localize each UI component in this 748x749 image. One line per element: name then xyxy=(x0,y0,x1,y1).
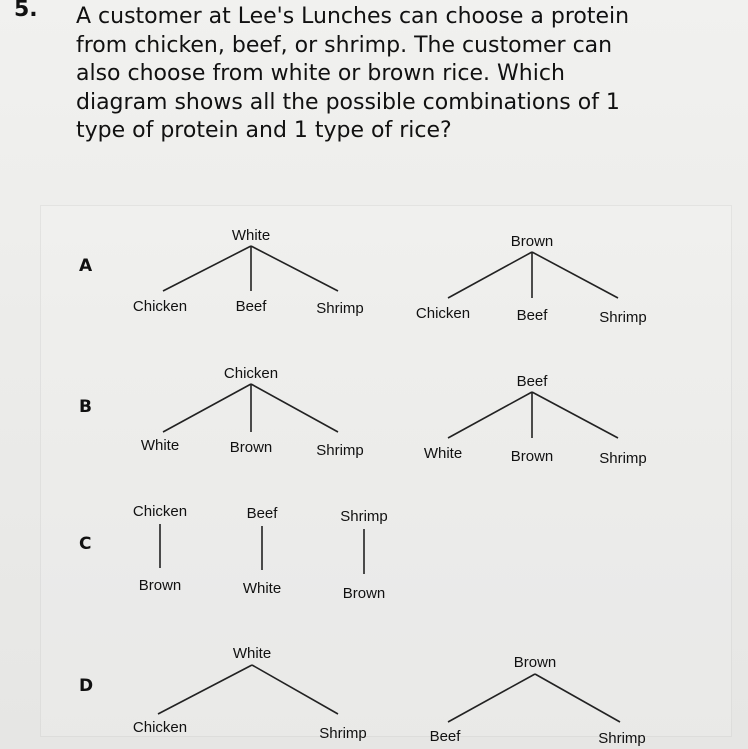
tree-branch xyxy=(448,674,535,722)
tree-root-label: White xyxy=(231,227,271,244)
tree-leaf-label: Shrimp xyxy=(599,309,647,326)
tree-leaf-label: Beef xyxy=(516,307,548,324)
option-b-label[interactable]: B xyxy=(79,397,92,417)
tree-branch xyxy=(532,252,618,298)
tree-leaf-label: Chicken xyxy=(132,719,188,736)
tree-branch xyxy=(448,252,532,298)
tree-leaf-label: Shrimp xyxy=(316,442,364,459)
question-number: 5. xyxy=(14,0,38,22)
tree-root-label: Beef xyxy=(516,373,548,390)
option-c-label[interactable]: C xyxy=(79,534,92,554)
tree-root-label: Brown xyxy=(510,233,554,250)
tree-leaf-label: Shrimp xyxy=(599,450,647,467)
pair-top-label: Shrimp xyxy=(340,508,388,525)
option-d-label[interactable]: D xyxy=(79,676,94,696)
tree-leaf-label: Shrimp xyxy=(319,725,367,742)
tree-branch xyxy=(532,392,618,438)
tree-branch xyxy=(535,674,620,722)
tree-branch xyxy=(251,384,338,432)
tree-leaf-label: Beef xyxy=(235,298,267,315)
tree-branch xyxy=(163,246,251,291)
tree-root-label: White xyxy=(232,645,272,662)
tree-branch xyxy=(158,665,252,714)
question-line: from chicken, beef, or shrimp. The customer can xyxy=(76,32,613,58)
option-d-diagram[interactable] xyxy=(133,645,646,747)
pair-bottom-label: White xyxy=(242,580,282,597)
tree-leaf-label: White xyxy=(423,445,463,462)
option-c-diagram[interactable] xyxy=(133,503,388,602)
tree-leaf-label: Brown xyxy=(510,448,554,465)
question-line: A customer at Lee's Lunches can choose a protein xyxy=(76,4,630,29)
tree-leaf-label: Chicken xyxy=(132,298,188,315)
question-line: diagram shows all the possible combinations of 1 xyxy=(76,89,620,115)
option-b-diagram[interactable] xyxy=(141,365,647,467)
pair-top-label: Beef xyxy=(246,505,278,522)
question-line: type of protein and 1 type of rice? xyxy=(76,118,452,143)
tree-leaf-label: Beef xyxy=(429,728,461,745)
question-line: also choose from white or brown rice. Which xyxy=(76,61,565,86)
tree-branch xyxy=(448,392,532,438)
pair-bottom-label: Brown xyxy=(138,577,182,594)
tree-leaf-label: Brown xyxy=(229,439,273,456)
tree-branch xyxy=(251,246,338,291)
tree-branch xyxy=(252,665,338,714)
tree-leaf-label: Shrimp xyxy=(316,300,364,317)
tree-branch xyxy=(163,384,251,432)
tree-leaf-label: White xyxy=(140,437,180,454)
tree-root-label: Chicken xyxy=(223,365,279,382)
tree-leaf-label: Shrimp xyxy=(598,730,646,747)
option-a-label[interactable]: A xyxy=(79,256,93,276)
option-a-diagram[interactable] xyxy=(133,227,647,326)
pair-bottom-label: Brown xyxy=(342,585,386,602)
tree-root-label: Brown xyxy=(513,654,557,671)
tree-leaf-label: Chicken xyxy=(415,305,471,322)
pair-top-label: Chicken xyxy=(132,503,188,520)
